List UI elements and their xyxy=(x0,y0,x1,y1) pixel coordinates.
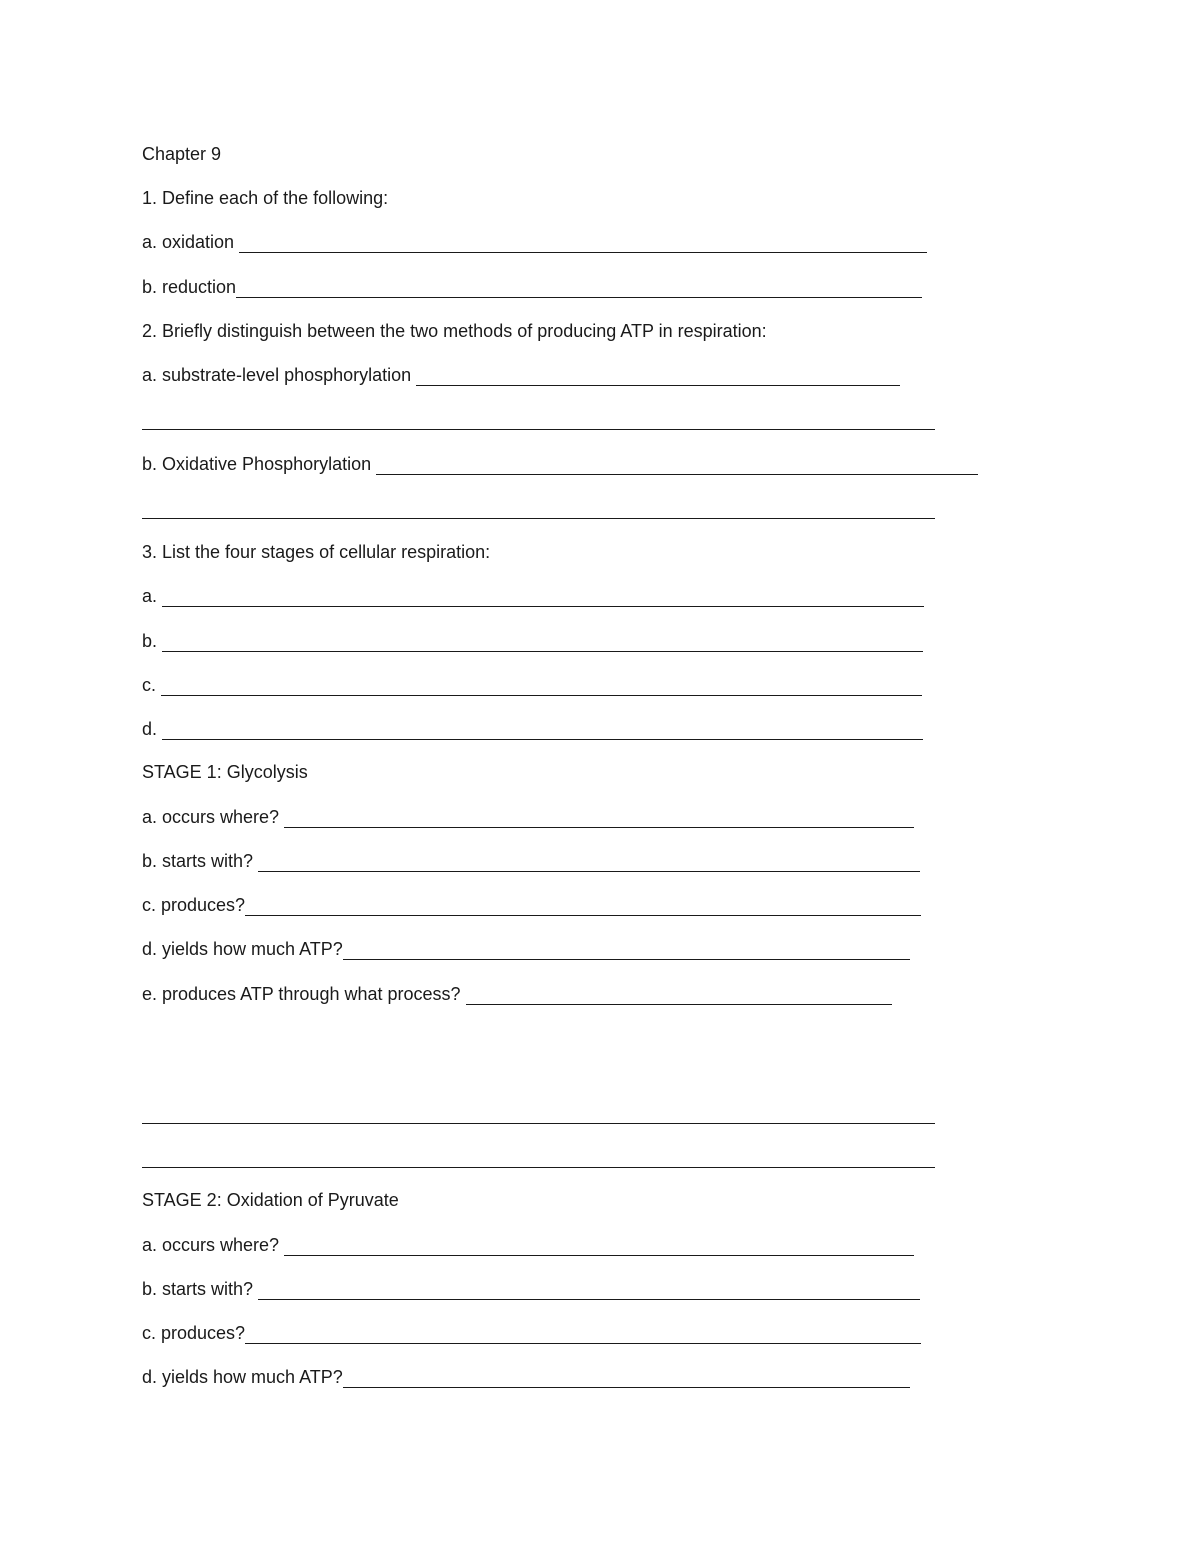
question-2b: b. Oxidative Phosphorylation xyxy=(142,452,978,476)
stage-1-extra-line-1 xyxy=(142,1101,935,1125)
answer-blank-1b[interactable] xyxy=(236,297,922,298)
answer-blank-stage-1d[interactable] xyxy=(343,959,910,960)
question-1-prompt: 1. Define each of the following: xyxy=(142,188,389,208)
stage-2c: c. produces? xyxy=(142,1321,921,1345)
answer-blank-stage-2b[interactable] xyxy=(258,1299,920,1300)
answer-blank-stage-1c[interactable] xyxy=(245,915,921,916)
answer-blank-2a-line-2[interactable] xyxy=(142,429,935,430)
stage-2b: b. starts with? xyxy=(142,1277,920,1301)
answer-blank-3a[interactable] xyxy=(162,606,924,607)
stage-2-title: STAGE 2: Oxidation of Pyruvate xyxy=(142,1190,399,1210)
answer-blank-2b-line-2[interactable] xyxy=(142,518,935,519)
answer-blank-3c[interactable] xyxy=(161,695,922,696)
answer-blank-2a[interactable] xyxy=(416,385,900,386)
answer-blank-stage-1b[interactable] xyxy=(258,871,920,872)
question-2a-continued xyxy=(142,407,935,431)
question-2a: a. substrate-level phosphorylation xyxy=(142,363,900,387)
question-2-prompt: 2. Briefly distinguish between the two methods of producing ATP in respiration: xyxy=(142,321,767,341)
stage-2d: d. yields how much ATP? xyxy=(142,1365,910,1389)
stage-1d: d. yields how much ATP? xyxy=(142,937,910,961)
answer-blank-1a[interactable] xyxy=(239,252,927,253)
answer-blank-3b[interactable] xyxy=(162,651,923,652)
stage-1c: c. produces? xyxy=(142,893,921,917)
question-3b: b. xyxy=(142,629,923,653)
stage-1a: a. occurs where? xyxy=(142,805,914,829)
stage-2a: a. occurs where? xyxy=(142,1233,914,1257)
answer-blank-3d[interactable] xyxy=(162,739,923,740)
answer-blank-stage-1a[interactable] xyxy=(284,827,914,828)
stage-1e: e. produces ATP through what process? xyxy=(142,982,892,1006)
question-3a: a. xyxy=(142,584,924,608)
answer-blank-stage-2a[interactable] xyxy=(284,1255,914,1256)
question-3c: c. xyxy=(142,673,922,697)
answer-blank-stage-1e[interactable] xyxy=(466,1004,892,1005)
chapter-heading: Chapter 9 xyxy=(142,144,222,164)
question-1a: a. oxidation xyxy=(142,230,927,254)
answer-blank-stage-2c[interactable] xyxy=(245,1343,921,1344)
answer-blank-stage-1-extra-2[interactable] xyxy=(142,1167,935,1168)
question-1b: b. reduction xyxy=(142,275,922,299)
answer-blank-stage-2d[interactable] xyxy=(343,1387,910,1388)
question-3-prompt: 3. List the four stages of cellular respiration: xyxy=(142,542,491,562)
answer-blank-2b[interactable] xyxy=(376,474,978,475)
question-3d: d. xyxy=(142,717,923,741)
stage-1-title: STAGE 1: Glycolysis xyxy=(142,762,308,782)
stage-1-extra-line-2 xyxy=(142,1145,935,1169)
question-2b-continued xyxy=(142,496,935,520)
stage-1b: b. starts with? xyxy=(142,849,920,873)
answer-blank-stage-1-extra-1[interactable] xyxy=(142,1123,935,1124)
